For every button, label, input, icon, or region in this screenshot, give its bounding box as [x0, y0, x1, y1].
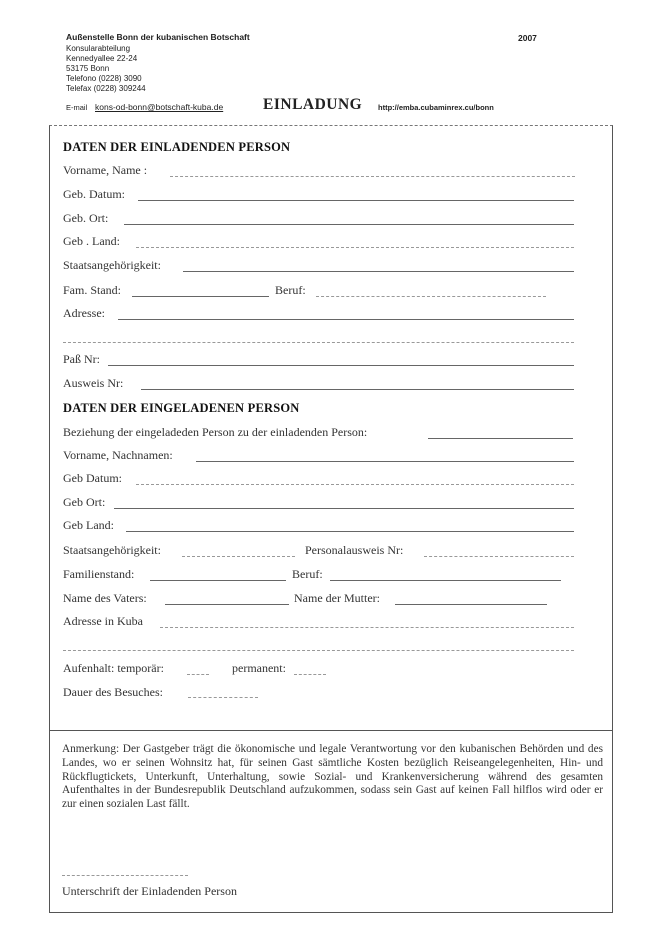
- guest-marital-label: Familienstand:: [63, 567, 135, 581]
- phone: Telefono (0228) 3090: [66, 74, 142, 83]
- guest-section-title: DATEN DER EINGELADENEN PERSON: [63, 401, 300, 415]
- stay-permanent-label: permanent:: [232, 661, 286, 675]
- host-birthdate-field[interactable]: [138, 200, 574, 201]
- visit-duration-field[interactable]: [188, 697, 258, 698]
- host-occupation-label: Beruf:: [275, 283, 306, 297]
- guest-occupation-field[interactable]: [330, 580, 561, 581]
- email-link[interactable]: kons-od-bonn@botschaft-kuba.de: [95, 102, 224, 112]
- host-address-field[interactable]: [118, 319, 574, 320]
- host-birthplace-label: Geb. Ort:: [63, 211, 109, 225]
- guest-birthdate-field[interactable]: [136, 484, 574, 485]
- guest-father-label: Name des Vaters:: [63, 591, 147, 605]
- guest-idcard-field[interactable]: [424, 556, 574, 557]
- guest-mother-field[interactable]: [395, 604, 547, 605]
- street: Kennedyallee 22-24: [66, 54, 138, 63]
- guest-cuba-address-label: Adresse in Kuba: [63, 614, 143, 628]
- host-birthplace-field[interactable]: [124, 224, 574, 225]
- stay-temporary-field[interactable]: [187, 674, 209, 675]
- document-year: 2007: [518, 33, 537, 43]
- document-title: EINLADUNG: [263, 96, 363, 113]
- host-citizenship-label: Staatsangehörigkeit:: [63, 258, 161, 272]
- signature-label: Unterschrift der Einladenden Person: [62, 884, 237, 898]
- email-label: E-mail: [66, 103, 88, 112]
- host-id-label: Ausweis Nr:: [63, 376, 124, 390]
- host-birthdate-label: Geb. Datum:: [63, 187, 125, 201]
- guest-cuba-address-field-2[interactable]: [63, 650, 574, 651]
- fax: Telefax (0228) 309244: [66, 84, 146, 93]
- host-passport-label: Paß Nr:: [63, 352, 100, 366]
- guest-cuba-address-field[interactable]: [160, 627, 574, 628]
- guest-birthcountry-field[interactable]: [126, 531, 574, 532]
- embassy-office: Außenstelle Bonn der kubanischen Botschaft: [66, 32, 250, 42]
- host-id-field[interactable]: [141, 389, 574, 390]
- host-name-field[interactable]: [170, 176, 575, 177]
- guest-mother-label: Name der Mutter:: [294, 591, 380, 605]
- guest-birthplace-label: Geb Ort:: [63, 495, 106, 509]
- department: Konsularabteilung: [66, 44, 131, 53]
- website-link[interactable]: http://emba.cubaminrex.cu/bonn: [378, 103, 494, 112]
- guest-marital-field[interactable]: [150, 580, 286, 581]
- host-citizenship-field[interactable]: [183, 271, 574, 272]
- guest-father-field[interactable]: [165, 604, 289, 605]
- guest-occupation-label: Beruf:: [292, 567, 323, 581]
- host-birthcountry-label: Geb . Land:: [63, 234, 120, 248]
- guest-name-label: Vorname, Nachnamen:: [63, 448, 173, 462]
- visit-duration-label: Dauer des Besuches:: [63, 685, 163, 699]
- signature-field[interactable]: [62, 875, 188, 876]
- host-address-field-2[interactable]: [63, 342, 574, 343]
- guest-name-field[interactable]: [196, 461, 574, 462]
- host-name-label: Vorname, Name :: [63, 163, 148, 177]
- liability-note: Anmerkung: Der Gastgeber trägt die ökonomische und legale Verantwortung vor den kubanischen Behörden und des Landes, wo er seinen Wohnsitz hat, für seinen Gast sämtliche Kosten bezüglich Reiseangelegenheiten, Hin- und Rückflugtickets, Unterkunft, Unterhaltung, sowie Sozial- und Krankenversicherung während des gesamten Aufenthaltes in der Bundesrepublik Deutschland aufzukommen, sodass sein Gast auf keinen Fall hilflos wird oder er zur einen sozialen Last fällt.: [62, 743, 603, 811]
- host-passport-field[interactable]: [108, 365, 574, 366]
- host-occupation-field[interactable]: [316, 296, 546, 297]
- guest-relation-field[interactable]: [428, 438, 573, 439]
- guest-birthplace-field[interactable]: [114, 508, 574, 509]
- guest-idcard-label: Personalausweis Nr:: [305, 543, 404, 557]
- guest-citizenship-label: Staatsangehörigkeit:: [63, 543, 161, 557]
- stay-permanent-field[interactable]: [294, 674, 326, 675]
- host-address-label: Adresse:: [63, 306, 105, 320]
- guest-birthdate-label: Geb Datum:: [63, 471, 122, 485]
- guest-birthcountry-label: Geb Land:: [63, 518, 114, 532]
- host-marital-label: Fam. Stand:: [63, 283, 122, 297]
- host-birthcountry-field[interactable]: [136, 247, 574, 248]
- guest-citizenship-field[interactable]: [182, 556, 295, 557]
- guest-stay-label: Aufenhalt: temporär:: [63, 661, 164, 675]
- host-marital-field[interactable]: [132, 296, 269, 297]
- city: 53175 Bonn: [66, 64, 110, 73]
- host-section-title: DATEN DER EINLADENDEN PERSON: [63, 140, 291, 154]
- guest-relation-label: Beziehung der eingeladeden Person zu der einladenden Person:: [63, 425, 368, 439]
